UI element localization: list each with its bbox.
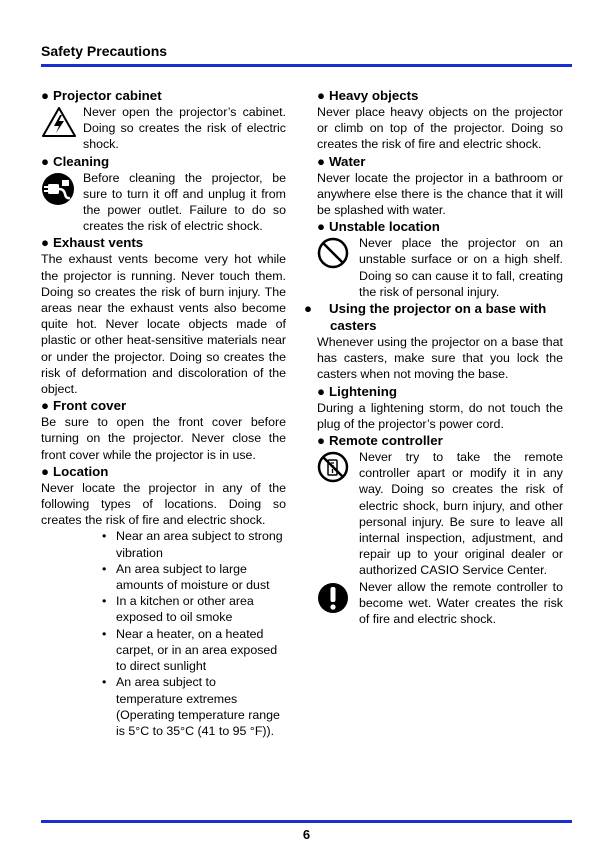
section-text: Never allow the remote controller to become wet. Water creates the risk of fire and electric shock. bbox=[359, 579, 563, 627]
section-text: Before cleaning the projector, be sure to turn it off and unplug it from the power outlet. Failure to do so creates the risk of electric shock. bbox=[83, 170, 286, 234]
section-text: Be sure to open the front cover before turning on the projector. Never close the front cover while the projector is in use. bbox=[41, 415, 286, 462]
section-base-with-casters bbox=[304, 300, 563, 383]
section-text: Never locate the projector in any of the following types of locations. Doing so creates the risk of fire and electric shock. bbox=[41, 480, 286, 528]
section-text: During a lightening storm, do not touch the plug of the projector’s power cord. bbox=[317, 400, 563, 431]
section-heading: ● Front cover bbox=[41, 398, 127, 414]
section-text: The exhaust vents become very hot while the projector is running. Never touch them. Doing so creates the risk of burn injury. The areas near the exhaust vents also become quite hot. Never locate objects made of plastic or other heat-sensitive materials near or under the projector. Doing so creates the risk of deformation and discoloration of the object. bbox=[41, 252, 286, 397]
section-heading: ● Cleaning bbox=[41, 153, 110, 169]
section-text: Never locate the projector in a bathroom or anywhere else there is the chance that it will be splashed with water. bbox=[317, 170, 563, 218]
location-bullet-list bbox=[41, 528, 286, 739]
page-title: Safety Precautions bbox=[41, 43, 168, 59]
section-front-cover bbox=[41, 397, 286, 463]
section-text: Never try to take the remote controller apart or modify it in any way. Doing so creates the risk of electric shock, burn injury, and other personal injury. Be sure to leave all internal inspection, adjustment, and repair up to your original dealer or authorized CASIO Service Center. bbox=[359, 450, 563, 578]
section-water bbox=[317, 153, 563, 219]
section-remote-controller bbox=[317, 432, 563, 627]
mandatory-exclamation-icon bbox=[317, 579, 359, 628]
section-heading: ● Unstable location bbox=[317, 219, 440, 235]
left-column bbox=[41, 87, 286, 739]
section-cleaning bbox=[41, 153, 286, 235]
section-text: Whenever using the projector on a base that has casters, make sure that you lock the casters when not moving the base. bbox=[317, 335, 563, 382]
section-heading: ● Lightening bbox=[317, 383, 397, 399]
list-item: • An area subject to large amounts of moisture or dust bbox=[99, 561, 286, 593]
section-heading: ● Heavy objects bbox=[317, 88, 419, 103]
section-unstable-location bbox=[317, 218, 563, 300]
unplug-power-icon bbox=[41, 170, 83, 235]
right-column bbox=[304, 87, 563, 627]
section-heavy-objects bbox=[317, 87, 563, 153]
prohibited-icon bbox=[317, 235, 359, 300]
section-heading: ● Location bbox=[41, 463, 109, 479]
section-heading: ● Projector cabinet bbox=[41, 88, 162, 103]
section-heading: ● Exhaust vents bbox=[41, 235, 144, 251]
section-text: Never place the projector on an unstable surface or on a high shelf. Doing so can cause it to fall, creating the risk of personal injury. bbox=[359, 236, 563, 299]
footer-rule bbox=[41, 820, 572, 823]
section-location bbox=[41, 463, 286, 739]
section-text: Never place heavy objects on the projector or climb on top of the projector. Doing so creates the risk of fire and electric shock. bbox=[317, 105, 563, 152]
section-exhaust-vents bbox=[41, 234, 286, 397]
header-rule bbox=[41, 64, 572, 67]
electric-shock-warning-icon bbox=[41, 104, 83, 153]
list-item: • Near an area subject to strong vibration bbox=[99, 528, 286, 560]
section-text: Never open the projector’s cabinet. Doing so creates the risk of electric shock. bbox=[83, 105, 286, 152]
list-item: • Near a heater, on a heated carpet, or in an area exposed to direct sunlight bbox=[99, 626, 286, 675]
list-item: • An area subject to temperature extremes (Operating temperature range is 5°C to 35°C (41 to 95 °F)). bbox=[99, 674, 286, 739]
section-heading: ● Using the projector on a base with casters bbox=[304, 301, 547, 334]
section-lightening bbox=[317, 383, 563, 432]
section-projector-cabinet bbox=[41, 87, 286, 153]
do-not-disassemble-icon bbox=[317, 449, 359, 579]
section-heading: ● Water bbox=[317, 153, 366, 169]
page-number: 6 bbox=[302, 827, 311, 842]
section-heading: ● Remote controller bbox=[317, 433, 443, 449]
list-item: • In a kitchen or other area exposed to oil smoke bbox=[99, 593, 286, 625]
